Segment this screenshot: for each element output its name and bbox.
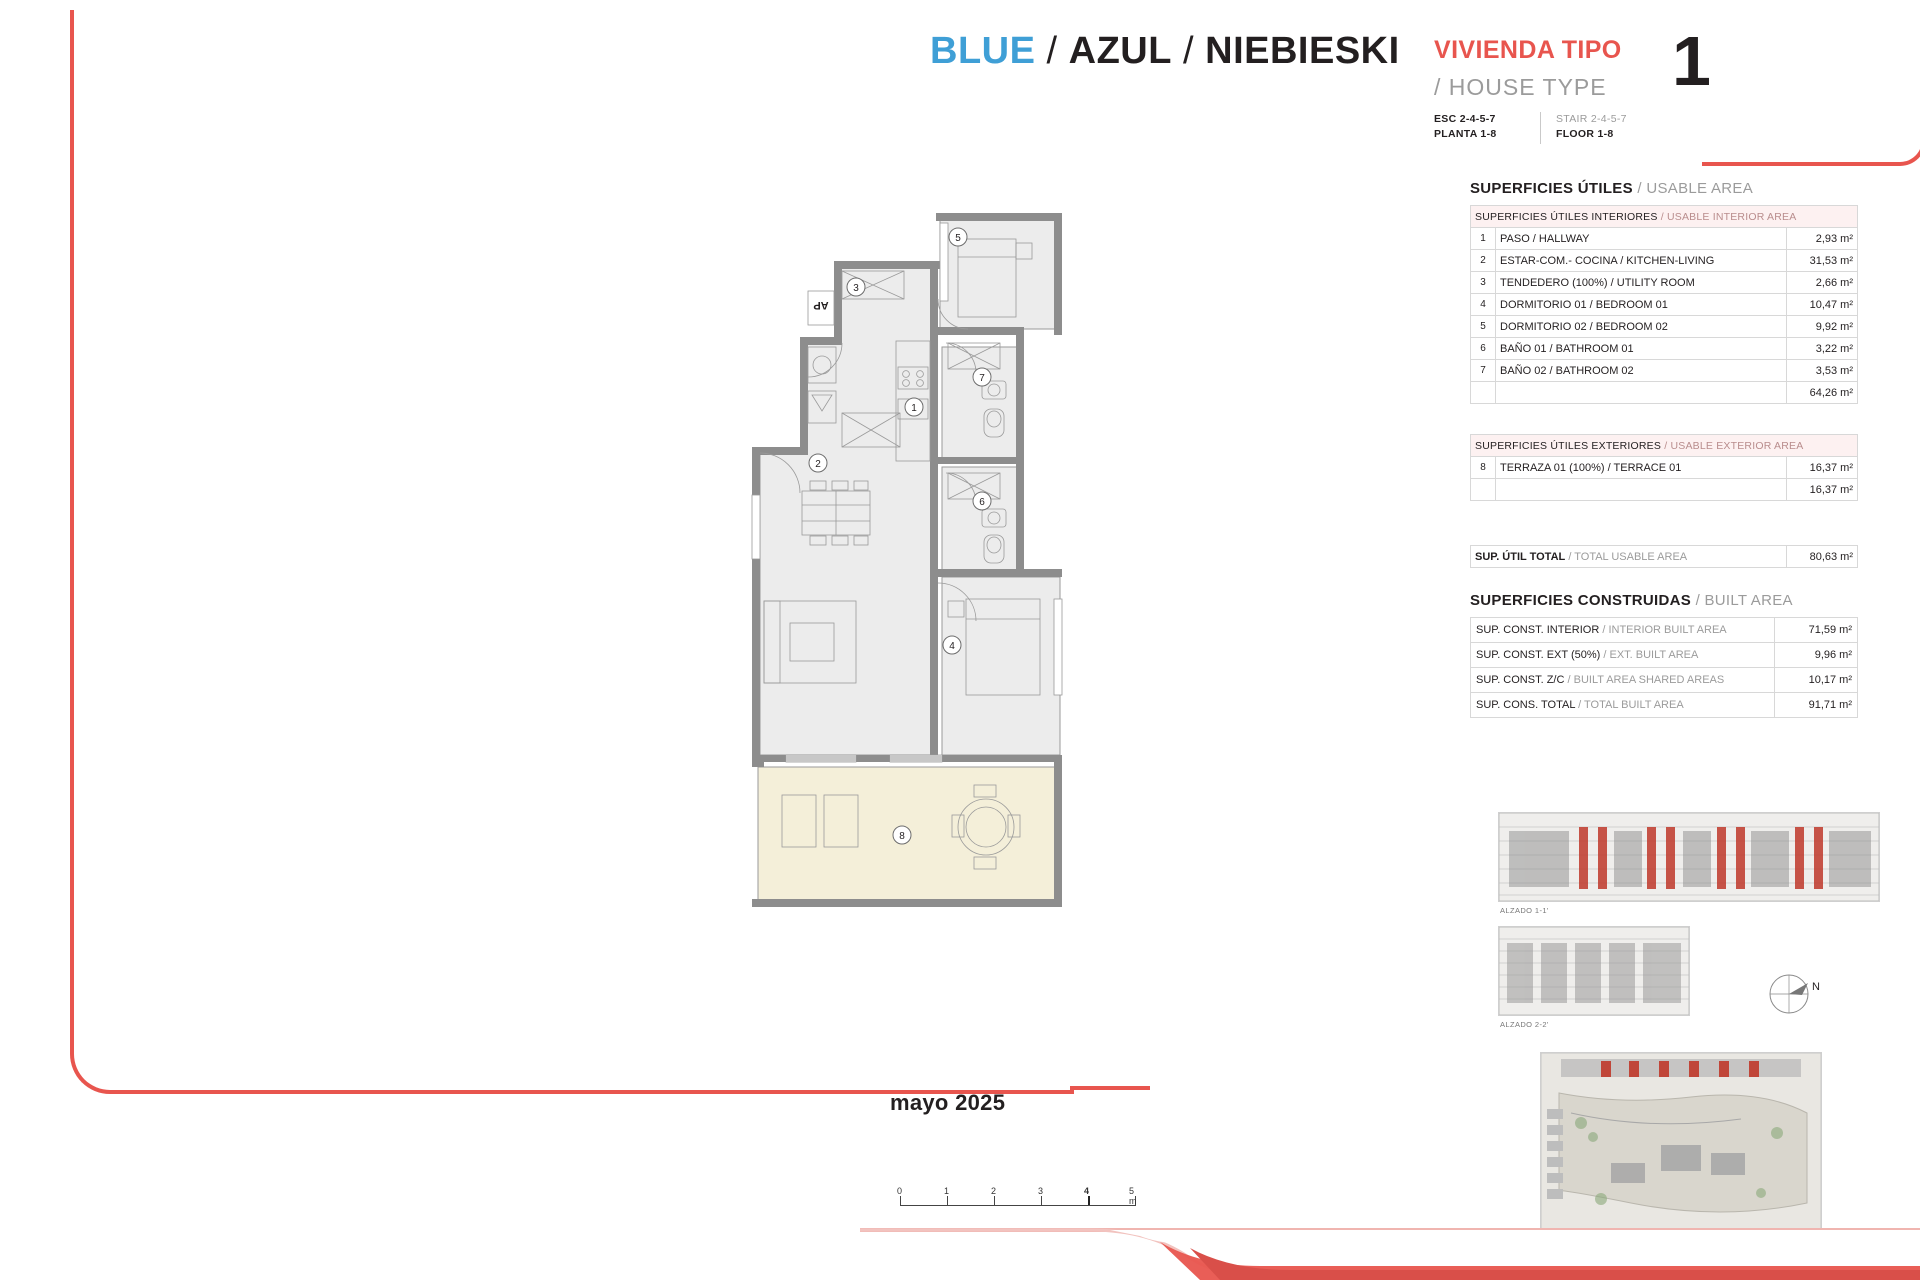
planta-es: PLANTA 1-8 bbox=[1434, 128, 1497, 140]
row-value: 31,53 m² bbox=[1787, 250, 1858, 272]
scale-line bbox=[900, 1205, 1136, 1206]
built-area-title-en: / BUILT AREA bbox=[1695, 592, 1793, 609]
title-blue: BLUE bbox=[930, 30, 1036, 72]
title-separator-2: / bbox=[1171, 30, 1206, 72]
title-niebieski: NIEBIESKI bbox=[1205, 30, 1400, 72]
table-subheader-exterior bbox=[1471, 435, 1858, 457]
usable-interior-table bbox=[1470, 205, 1858, 404]
elevation-2-thumbnail bbox=[1498, 926, 1690, 1016]
page-title bbox=[930, 30, 1400, 73]
scale-label-5: 5 m bbox=[1129, 1186, 1137, 1206]
entrance-label: AP bbox=[813, 299, 829, 311]
room-tag-4: 4 bbox=[949, 641, 955, 652]
usable-area-title-es: SUPERFICIES ÚTILES bbox=[1470, 180, 1633, 197]
plan-date: mayo 2025 bbox=[890, 1090, 1006, 1115]
row-label: BAÑO 01 / BATHROOM 01 bbox=[1496, 338, 1787, 360]
room-tag-2: 2 bbox=[815, 459, 821, 470]
room-tag-6: 6 bbox=[979, 497, 985, 508]
subheader-interior-es: SUPERFICIES ÚTILES INTERIORES bbox=[1475, 210, 1658, 223]
row-label: PASO / HALLWAY bbox=[1496, 228, 1787, 250]
row-value: 3,22 m² bbox=[1787, 338, 1858, 360]
built-row-label bbox=[1471, 643, 1775, 668]
built-label-en: / TOTAL BUILT AREA bbox=[1578, 699, 1684, 711]
total-usable-label-en: / TOTAL USABLE AREA bbox=[1568, 550, 1688, 563]
built-area-title-es: SUPERFICIES CONSTRUIDAS bbox=[1470, 592, 1692, 609]
scale-label-3: 3 bbox=[1038, 1186, 1044, 1196]
floor-plan-drawing bbox=[690, 195, 1110, 1035]
table-row bbox=[1471, 338, 1858, 360]
table-row bbox=[1471, 457, 1858, 479]
built-label-es: SUP. CONST. Z/C bbox=[1476, 674, 1565, 686]
total-label-cell bbox=[1471, 546, 1787, 568]
title-separator-1: / bbox=[1035, 30, 1069, 72]
table-row bbox=[1471, 272, 1858, 294]
table-row bbox=[1471, 316, 1858, 338]
table-row-subtotal bbox=[1471, 479, 1858, 501]
esc-es: ESC 2-4-5-7 bbox=[1434, 113, 1496, 125]
row-label: BAÑO 02 / BATHROOM 02 bbox=[1496, 360, 1787, 382]
table-row bbox=[1471, 294, 1858, 316]
table-row bbox=[1471, 250, 1858, 272]
scale-label-1: 1 bbox=[944, 1186, 950, 1196]
row-number: 3 bbox=[1471, 272, 1496, 294]
elevation-2-caption: ALZADO 2-2' bbox=[1500, 1020, 1549, 1029]
subheader-cell-interior bbox=[1471, 206, 1858, 228]
built-row-label bbox=[1471, 618, 1775, 643]
room-tag-1: 1 bbox=[911, 403, 917, 414]
row-label: TENDEDERO (100%) / UTILITY ROOM bbox=[1496, 272, 1787, 294]
usable-exterior-table bbox=[1470, 434, 1858, 501]
row-value: 3,53 m² bbox=[1787, 360, 1858, 382]
subheader-exterior-en: / USABLE EXTERIOR AREA bbox=[1664, 439, 1804, 452]
decorative-rule bbox=[1070, 1086, 1150, 1090]
built-row-value: 91,71 m² bbox=[1775, 693, 1858, 718]
row-number: 7 bbox=[1471, 360, 1496, 382]
room-tag-8: 8 bbox=[899, 831, 905, 842]
row-label: ESTAR-COM.- COCINA / KITCHEN-LIVING bbox=[1496, 250, 1787, 272]
spacer bbox=[1470, 501, 1858, 545]
built-row-label bbox=[1471, 693, 1775, 718]
stair-floor-en bbox=[1556, 112, 1627, 142]
header-divider bbox=[1540, 112, 1541, 144]
total-usable-table bbox=[1470, 545, 1858, 568]
site-plan-thumbnail bbox=[1540, 1052, 1822, 1234]
built-row-value: 10,17 m² bbox=[1775, 668, 1858, 693]
compass-north-icon bbox=[1762, 962, 1824, 1024]
row-number: 8 bbox=[1471, 457, 1496, 479]
house-type-label: / HOUSE TYPE bbox=[1434, 74, 1607, 100]
table-row bbox=[1471, 618, 1858, 643]
built-label-es: SUP. CONST. INTERIOR bbox=[1476, 624, 1600, 636]
scale-label-0: 0 bbox=[897, 1186, 903, 1196]
row-label: DORMITORIO 01 / BEDROOM 01 bbox=[1496, 294, 1787, 316]
area-summary-panel bbox=[1470, 180, 1858, 718]
row-label: TERRAZA 01 (100%) / TERRACE 01 bbox=[1496, 457, 1787, 479]
built-area-title bbox=[1470, 592, 1858, 609]
exterior-subtotal: 16,37 m² bbox=[1787, 479, 1858, 501]
total-usable-value: 80,63 m² bbox=[1787, 546, 1858, 568]
built-area-table bbox=[1470, 617, 1858, 718]
esc-en: STAIR 2-4-5-7 bbox=[1556, 113, 1627, 125]
row-value: 2,66 m² bbox=[1787, 272, 1858, 294]
row-label: DORMITORIO 02 / BEDROOM 02 bbox=[1496, 316, 1787, 338]
built-row-value: 71,59 m² bbox=[1775, 618, 1858, 643]
interior-subtotal: 64,26 m² bbox=[1787, 382, 1858, 404]
built-label-es: SUP. CONST. EXT (50%) bbox=[1476, 649, 1601, 661]
row-number: 6 bbox=[1471, 338, 1496, 360]
row-number: 1 bbox=[1471, 228, 1496, 250]
table-row bbox=[1471, 668, 1858, 693]
house-type-number: 1 bbox=[1672, 22, 1711, 100]
subheader-interior-en: / USABLE INTERIOR AREA bbox=[1660, 210, 1797, 223]
total-usable-label-es: SUP. ÚTIL TOTAL bbox=[1475, 550, 1566, 563]
row-number: 4 bbox=[1471, 294, 1496, 316]
stair-floor-es bbox=[1434, 112, 1497, 142]
built-label-en: / INTERIOR BUILT AREA bbox=[1602, 624, 1727, 636]
row-value: 16,37 m² bbox=[1787, 457, 1858, 479]
built-row-value: 9,96 m² bbox=[1775, 643, 1858, 668]
row-number: 5 bbox=[1471, 316, 1496, 338]
spacer bbox=[1470, 404, 1858, 434]
built-label-en: / BUILT AREA SHARED AREAS bbox=[1567, 674, 1725, 686]
table-row bbox=[1471, 693, 1858, 718]
built-row-label bbox=[1471, 668, 1775, 693]
built-label-en: / EXT. BUILT AREA bbox=[1603, 649, 1699, 661]
row-number: 2 bbox=[1471, 250, 1496, 272]
title-azul: AZUL bbox=[1068, 30, 1172, 72]
built-label-es: SUP. CONS. TOTAL bbox=[1476, 699, 1576, 711]
subheader-cell-exterior bbox=[1471, 435, 1858, 457]
decorative-frame-top-right bbox=[1702, 0, 1920, 166]
subheader-exterior-es: SUPERFICIES ÚTILES EXTERIORES bbox=[1475, 439, 1662, 452]
north-label: N bbox=[1812, 981, 1820, 993]
scale-label-4: 4 bbox=[1084, 1186, 1090, 1196]
table-row bbox=[1471, 228, 1858, 250]
decorative-swoosh bbox=[860, 1222, 1920, 1280]
table-row-total bbox=[1471, 546, 1858, 568]
scale-label-2: 2 bbox=[991, 1186, 997, 1196]
room-tag-7: 7 bbox=[979, 373, 985, 384]
built-area-section bbox=[1470, 592, 1858, 718]
room-tag-3: 3 bbox=[853, 283, 859, 294]
elevation-1-caption: ALZADO 1-1' bbox=[1500, 906, 1549, 915]
table-subheader-interior bbox=[1471, 206, 1858, 228]
usable-area-title-en: / USABLE AREA bbox=[1637, 180, 1754, 197]
elevation-1-thumbnail bbox=[1498, 812, 1880, 902]
table-row-subtotal bbox=[1471, 382, 1858, 404]
row-value: 9,92 m² bbox=[1787, 316, 1858, 338]
scale-bar bbox=[897, 1186, 1140, 1212]
row-value: 2,93 m² bbox=[1787, 228, 1858, 250]
row-value: 10,47 m² bbox=[1787, 294, 1858, 316]
room-tag-5: 5 bbox=[955, 233, 961, 244]
table-row bbox=[1471, 643, 1858, 668]
planta-en: FLOOR 1-8 bbox=[1556, 128, 1614, 140]
vivienda-tipo-label: VIVIENDA TIPO bbox=[1434, 36, 1622, 64]
table-row bbox=[1471, 360, 1858, 382]
usable-area-title bbox=[1470, 180, 1858, 197]
